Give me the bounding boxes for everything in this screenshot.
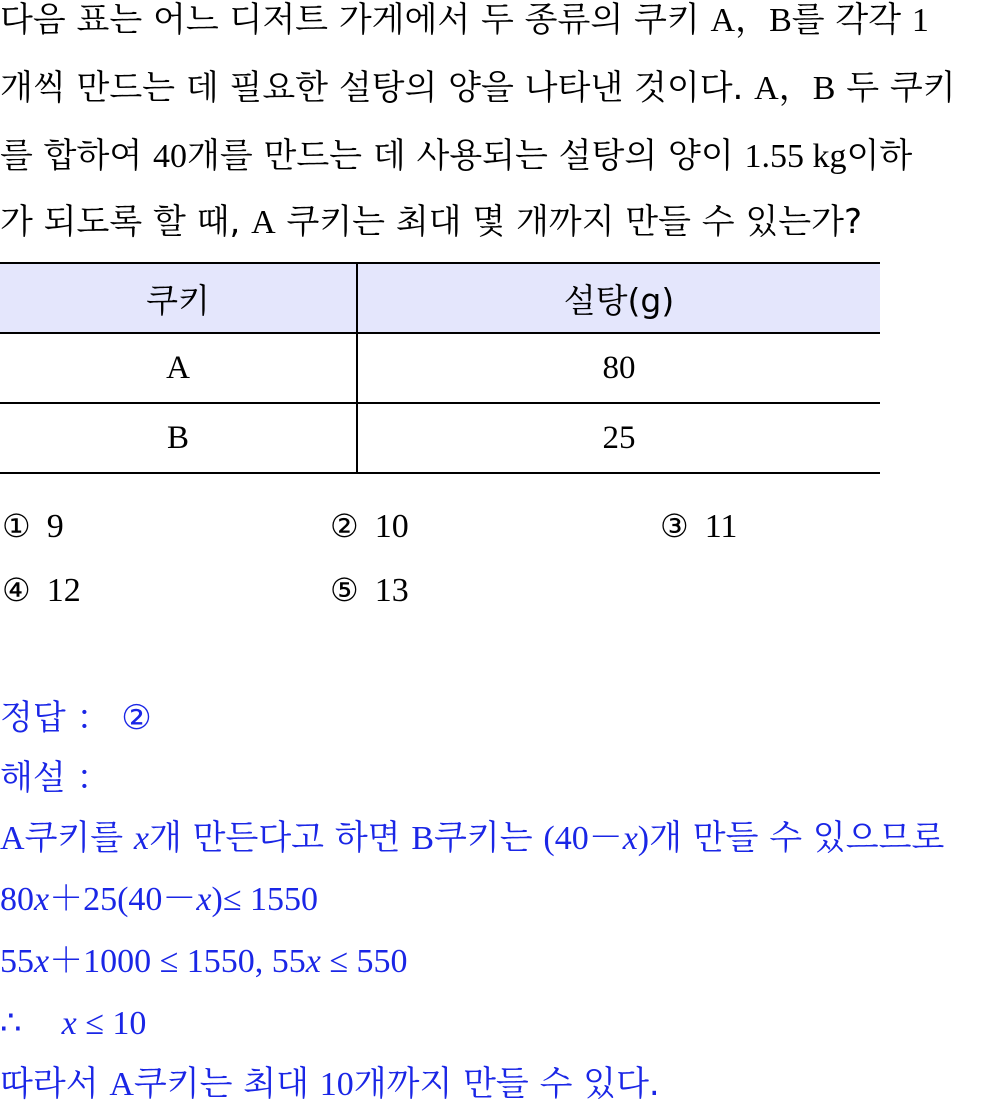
explanation-label: 해설 ： xyxy=(0,758,111,798)
option-3[interactable]: ③ 11 xyxy=(660,507,738,545)
table-header-cookie: 쿠키 xyxy=(0,263,357,333)
option-1[interactable]: ① 9 xyxy=(2,507,64,545)
table-row xyxy=(0,333,880,403)
table-cell: 80 xyxy=(357,333,880,403)
explanation-line-2: 80x＋25(40－x)≤ 1550 xyxy=(0,881,318,918)
explanation-line-3: 55x＋1000 ≤ 1550, 55x ≤ 550 xyxy=(0,943,408,980)
therefore-symbol: ∴ xyxy=(0,1005,22,1042)
question-line-3: 를 합하여 40개를 만드는 데 사용되는 설탕의 양이 1.55 kg이하 xyxy=(0,136,913,176)
question-line-4: 가 되도록 할 때, A 쿠키는 최대 몇 개까지 만들 수 있는가? xyxy=(0,202,863,242)
option-5[interactable]: ⑤ 13 xyxy=(330,571,409,609)
table-row xyxy=(0,403,880,473)
table-cell: A xyxy=(0,333,357,403)
option-4[interactable]: ④ 12 xyxy=(2,571,81,609)
table-cell: B xyxy=(0,403,357,473)
question-line-2: 개씩 만드는 데 필요한 설탕의 양을 나타낸 것이다. A，B 두 쿠키 xyxy=(0,68,956,108)
explanation-line-1: A쿠키를 x개 만든다고 하면 B쿠키는 (40－x)개 만들 수 있으므로 xyxy=(0,818,945,858)
table-cell: 25 xyxy=(357,403,880,473)
question-line-1: 다음 표는 어느 디저트 가게에서 두 종류의 쿠키 A，B를 각각 1 xyxy=(0,0,929,40)
table-header-sugar: 설탕(g) xyxy=(357,263,880,333)
table-header-row xyxy=(0,263,880,333)
answer-label: 정답 ： ② xyxy=(0,698,152,738)
option-2[interactable]: ② 10 xyxy=(330,507,409,545)
explanation-line-4: ∴ x ≤ 10 xyxy=(0,1005,147,1042)
explanation-line-5: 따라서 A쿠키는 최대 10개까지 만들 수 있다. xyxy=(0,1064,660,1104)
sugar-table xyxy=(0,262,880,474)
